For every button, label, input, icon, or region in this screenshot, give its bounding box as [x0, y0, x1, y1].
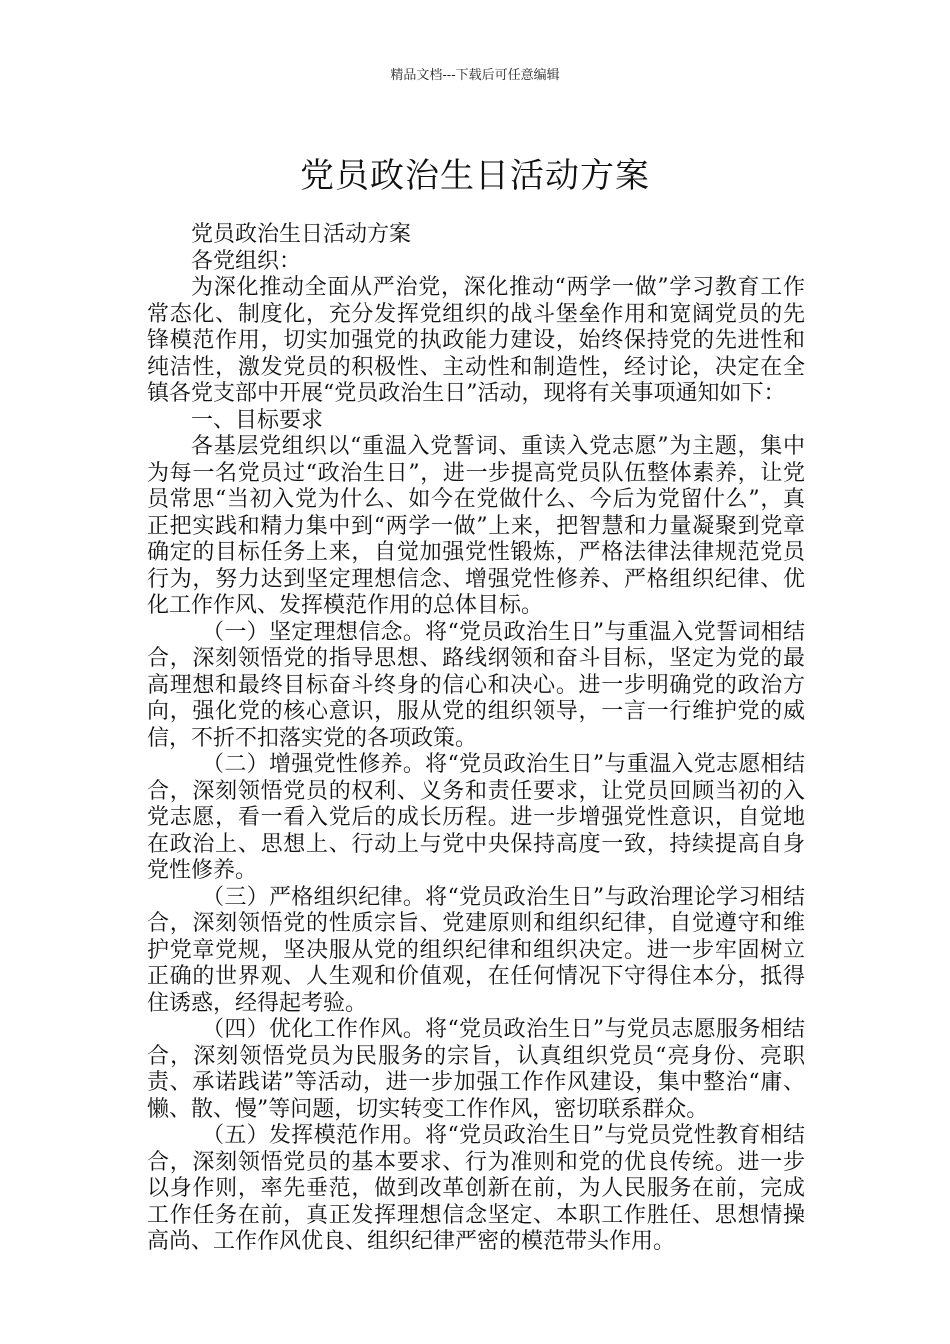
item-3-paragraph: （三）严格组织纪律。将“党员政治生日”与政治理论学习相结合，深刻领悟党的性质宗旨、党建原则和组织纪律，自觉遵守和维护党章党规，坚决服从党的组织纪律和组织决定。进一步牢固树立正确的世界观、人生观和价值观，在任何情况下守得住本分，抵得住诱惑，经得起考验。 [147, 884, 805, 1016]
item-5-paragraph: （五）发挥模范作用。将“党员政治生日”与党员党性教育相结合，深刻领悟党员的基本要求、行为准则和党的优良传统。进一步以身作则，率先垂范，做到改革创新在前，为人民服务在前，完成工作任务在前，真正发挥理想信念坚定、本职工作胜任、思想情操高尚、工作作风优良、组织纪律严密的模范带头作用。 [147, 1123, 805, 1254]
document-title: 党员政治生日活动方案 [300, 155, 650, 196]
document-body [147, 222, 805, 1256]
section-heading: 一、目标要求 [191, 407, 324, 433]
salutation: 各党组织： [191, 248, 302, 274]
item-2-paragraph: （二）增强党性修养。将“党员政治生日”与重温入党志愿相结合，深刻领悟党员的权利、义务和责任要求，让党员回顾当初的入党志愿，看一看入党后的成长历程。进一步增强党性意识，自觉地在政治上、思想上、行动上与党中央保持高度一致，持续提高自身党性修养。 [147, 752, 805, 883]
goal-paragraph: 各基层党组织以“重温入党誓词、重读入党志愿”为主题，集中为每一名党员过“政治生日”，进一步提高党员队伍整体素养，让党员常思“当初入党为什么、如今在党做什么、今后为党留什么”，真正把实践和精力集中到“两学一做”上来，把智慧和力量凝聚到党章确定的目标任务上来，自觉加强党性锻炼，严格法律法律规范党员行为，努力达到坚定理想信念、增强党性修养、严格组织纪律、优化工作作风、发挥模范作用的总体目标。 [147, 434, 805, 618]
intro-paragraph: 为深化推动全面从严治党，深化推动“两学一做”学习教育工作常态化、制度化，充分发挥党组织的战斗堡垒作用和宽阔党员的先锋模范作用，切实加强党的执政能力建设，始终保持党的先进性和纯洁性，激发党员的积极性、主动性和制造性，经讨论，决定在全镇各党支部中开展“党员政治生日”活动，现将有关事项通知如下： [147, 275, 805, 406]
header-note: 精品文档---下载后可任意编辑 [390, 68, 560, 83]
body-subtitle: 党员政治生日活动方案 [191, 222, 412, 247]
item-4-paragraph: （四）优化工作作风。将“党员政治生日”与党员志愿服务相结合，深刻领悟党员为民服务的宗旨，认真组织党员“亮身份、亮职责、承诺践诺”等活动，进一步加强工作作风建设，集中整治“庸、懒、散、慢”等问题，切实转变工作作风，密切联系群众。 [147, 1017, 805, 1122]
item-1-paragraph: （一）坚定理想信念。将“党员政治生日”与重温入党誓词相结合，深刻领悟党的指导思想、路线纲领和奋斗目标，坚定为党的最高理想和最终目标奋斗终身的信心和决心。进一步明确党的政治方向，强化党的核心意识，服从党的组织领导，一言一行维护党的威信，不折不扣落实党的各项政策。 [147, 619, 805, 751]
